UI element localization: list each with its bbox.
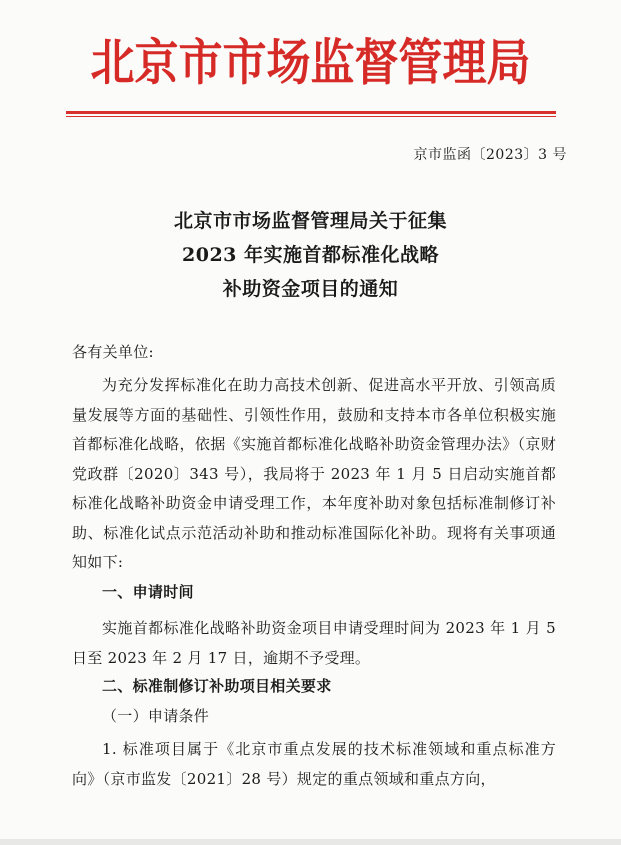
condition-item-1: 1. 标准项目属于《北京市重点发展的技术标准领域和重点标准方向》（京市监发〔2021〕28 号）规定的重点领域和重点方向， <box>72 740 556 788</box>
agency-header-title: 北京市市场监督管理局 <box>90 34 531 92</box>
notice-title-line-3: 补助资金项目的通知 <box>222 278 399 300</box>
notice-title-line-2: 2023 年实施首都标准化战略 <box>182 244 439 266</box>
section-heading-standard-revision: 二、标准制修订补助项目相关要求 <box>102 677 332 695</box>
header-red-rule-thin <box>66 116 556 117</box>
application-time-paragraph: 实施首都标准化战略补助资金项目申请受理时间为 2023 年 1 月 5 日至 2023 年 2 月 17 日，逾期不予受理。 <box>72 619 556 667</box>
subheading-application-conditions: （一）申请条件 <box>102 707 210 725</box>
document-number: 京市监函〔2023〕3 号 <box>413 147 567 163</box>
intro-paragraph: 为充分发挥标准化在助力高技术创新、促进高水平开放、引领高质量发展等方面的基础性、引领性作用，鼓励和支持本市各单位积极实施首都标准化战略，依据《实施首都标准化战略补助资金管理办法》（京财党政群〔2020〕343 号），我局将于 2023 年 1 月 5 日启动实施首都标准化战略补助资金申请受理工作，本年度补助对象包括标准制修订补助、标准化试点示范活动补助和推动标准国际化补助。现将有关事项通知如下: <box>72 376 556 571</box>
section-heading-application-time: 一、申请时间 <box>102 583 194 601</box>
page-bottom-edge <box>0 839 621 845</box>
salutation: 各有关单位: <box>72 343 154 361</box>
header-red-rule <box>66 111 556 114</box>
notice-title <box>0 204 621 306</box>
notice-title-line-1: 北京市市场监督管理局关于征集 <box>173 210 447 232</box>
